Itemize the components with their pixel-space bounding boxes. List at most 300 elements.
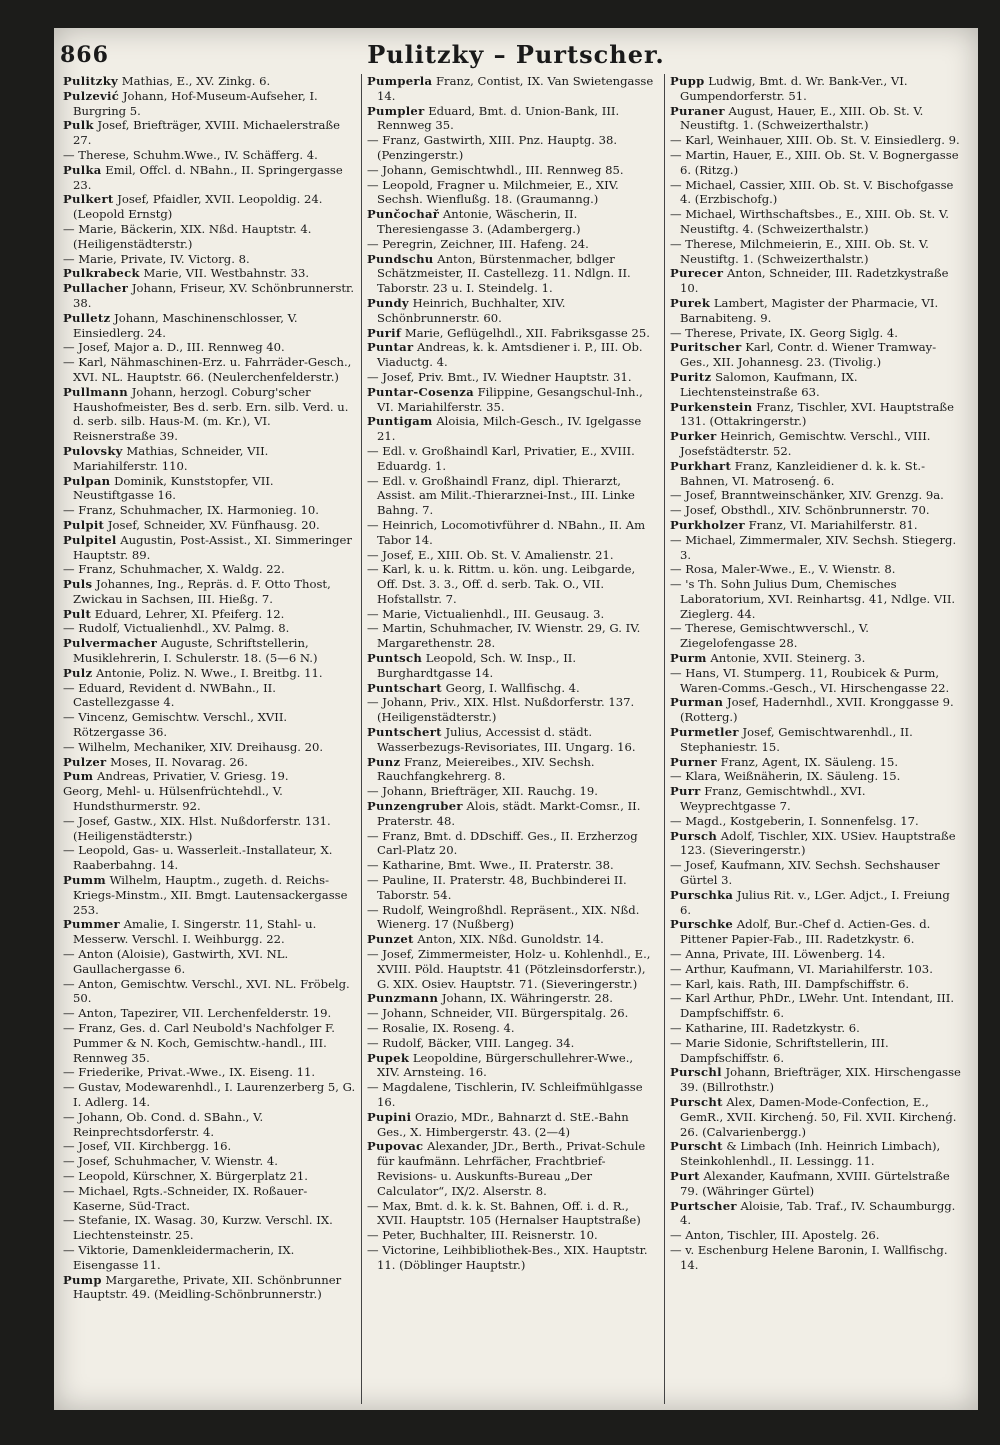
directory-entry — [367, 163, 659, 178]
entry-surname: Punzengruber — [367, 799, 463, 814]
running-head: Pulitzky – Purtscher. — [367, 40, 665, 69]
entry-details: — Josef, Schuhmacher, V. Wienstr. 4. — [63, 1154, 278, 1169]
entry-details: — Leopold, Fragner u. Milchmeier, E., XIV. Sechsh. Wienflußg. 18. (Graumanng.) — [367, 177, 619, 207]
entry-surname: Pullacher — [63, 281, 129, 296]
entry-details: — v. Eschenburg Helene Baronin, I. Wallfischg. 14. — [670, 1242, 948, 1272]
directory-entry — [63, 74, 356, 89]
entry-details: Franz, Contist, IX. Van Swietengasse 14. — [377, 74, 654, 103]
entry-details: — Franz, Schuhmacher, X. Waldg. 22. — [63, 562, 285, 577]
directory-entry — [63, 710, 356, 740]
entry-details: Augustin, Post-Assist., XI. Simmeringer Hauptstr. 89. — [73, 532, 352, 562]
entry-details: Emil, Offcl. d. NBahn., II. Springergasse 23. — [73, 162, 343, 192]
entry-details: — Anton, Tapezirer, VII. Lerchenfelderstr. 19. — [63, 1006, 332, 1021]
entry-details: — Therese, Private, IX. Georg Siglg. 4. — [670, 325, 898, 340]
entry-details: — Klara, Weißnäherin, IX. Säuleng. 15. — [670, 769, 901, 784]
directory-entry — [670, 755, 962, 770]
entry-surname: Pulz — [63, 665, 93, 680]
entry-surname: Punzmann — [367, 991, 439, 1006]
entry-surname: Pursch — [670, 828, 718, 843]
entry-surname: Pulzer — [63, 754, 107, 769]
directory-entry — [367, 104, 659, 134]
entry-surname: Purmetler — [670, 725, 739, 740]
entry-surname: Purschka — [670, 887, 734, 902]
entry-details: Andreas, k. k. Amtsdiener i. P., III. Ob. Viaductg. 4. — [377, 340, 643, 370]
column-3 — [664, 74, 967, 1404]
directory-entry — [367, 1080, 659, 1110]
directory-entry — [63, 474, 356, 504]
directory-entry — [63, 977, 356, 1007]
entry-details: — Karl, k. u. k. Rittm. u. kön. ung. Leibgarde, Off. Dst. 3. 3., Off. d. serb. Tak. O., VII. Hofstallstr. 7. — [367, 562, 636, 606]
entry-details: Josef, Gemischtwarenhdl., II. Stephaniestr. 15. — [680, 725, 913, 754]
entry-details: — Martin, Schuhmacher, IV. Wienstr. 29, G. IV. Margarethenstr. 28. — [367, 621, 641, 651]
entry-surname: Pum — [63, 769, 94, 784]
directory-entry — [670, 814, 962, 829]
directory-entry — [63, 1273, 356, 1303]
directory-entry — [63, 1065, 356, 1080]
directory-entry — [367, 607, 659, 622]
directory-entry — [670, 1228, 962, 1243]
directory-entry — [63, 533, 356, 563]
entry-surname: Pulletz — [63, 310, 111, 325]
directory-entry — [63, 843, 356, 873]
entry-details: Georg, Mehl- u. Hülsenfrüchtehdl., V. Hundsthurmerstr. 92. — [63, 784, 283, 814]
entry-surname: Purtscher — [670, 1198, 737, 1213]
entry-details: Mathias, Schneider, VII. Mariahilferstr. 110. — [73, 443, 269, 473]
directory-entry — [670, 651, 962, 666]
entry-details: — Arthur, Kaufmann, VI. Mariahilferstr. 103. — [670, 961, 933, 976]
directory-entry — [367, 991, 659, 1006]
entry-details: — Josef, Zimmermeister, Holz- u. Kohlenhdl., E., XVIII. Pöld. Hauptstr. 41 (Pötzleinsdorferstr.), G. XIX. Osiev. Hauptstr. 71. (Sieveringerstr.) — [367, 947, 651, 991]
entry-details: — Stefanie, IX. Wasag. 30, Kurzw. Verschl. IX. Liechtensteinstr. 25. — [63, 1213, 333, 1243]
directory-entry — [670, 977, 962, 992]
entry-surname: Puntar-Cosenza — [367, 384, 474, 399]
entry-details: — Hans, VI. Stumperg. 11, Roubicek & Purm, Waren-Comms.-Gesch., VI. Hirschengasse 22. — [670, 665, 950, 695]
entry-details: — Magd., Kostgeberin, I. Sonnenfelsg. 17. — [670, 813, 919, 828]
entry-details: — Edl. v. Großhaindl Karl, Privatier, E., XVIII. Eduardg. 1. — [367, 443, 635, 473]
directory-entry — [670, 340, 962, 370]
directory-entry — [670, 962, 962, 977]
entry-surname: Pulpit — [63, 517, 105, 532]
directory-entry — [63, 311, 356, 341]
directory-entry — [670, 1199, 962, 1229]
directory-entry — [367, 326, 659, 341]
entry-surname: Pulvermacher — [63, 636, 158, 651]
directory-entry — [367, 385, 659, 415]
entry-surname: Pupini — [367, 1109, 412, 1124]
entry-details: — Johann, Briefträger, XII. Rauchg. 19. — [367, 784, 598, 799]
entry-details: Lambert, Magister der Pharmacie, VI. Barnabiteng. 9. — [680, 295, 939, 325]
directory-entry — [63, 1006, 356, 1021]
entry-details: Josef, Pfaidler, XVII. Leopoldig. 24. (Leopold Ernstg) — [73, 192, 323, 222]
directory-entry — [670, 1139, 962, 1169]
directory-entry — [367, 562, 659, 606]
directory-entry — [670, 1095, 962, 1139]
directory-entry — [367, 903, 659, 933]
entry-details: Leopoldine, Bürgerschullehrer-Wwe., XIV. Arnsteing. 16. — [377, 1050, 634, 1080]
entry-details: Antonie, Poliz. N. Wwe., I. Breitbg. 11. — [96, 665, 323, 680]
entry-surname: Purkhart — [670, 458, 732, 473]
directory-entry — [670, 1021, 962, 1036]
directory-entry — [63, 222, 356, 252]
entry-details: — Heinrich, Locomotivführer d. NBahn., II. Am Tabor 14. — [367, 517, 646, 547]
entry-surname: Pupovac — [367, 1139, 424, 1154]
directory-entry — [367, 444, 659, 474]
entry-details: Salomon, Kaufmann, IX. Liechtensteinstraße 63. — [680, 369, 858, 399]
entry-surname: Pummer — [63, 917, 120, 932]
directory-entry — [63, 340, 356, 355]
entry-surname: Purman — [670, 695, 724, 710]
entry-surname: Purif — [367, 325, 402, 340]
entry-details: Franz, Kanzleidiener d. k. k. St.-Bahnen, VI. Matrosenǵ. 6. — [680, 458, 925, 488]
page-number: 866 — [60, 42, 109, 68]
directory-entry — [670, 858, 962, 888]
directory-entry — [63, 621, 356, 636]
entry-details: — Max, Bmt. d. k. k. St. Bahnen, Off. i. d. R., XVII. Hauptstr. 105 (Hernalser Hauptstraße) — [367, 1198, 641, 1228]
entry-surname: Pulovsky — [63, 443, 123, 458]
entry-surname: Purkholzer — [670, 517, 745, 532]
entry-surname: Pumm — [63, 873, 106, 888]
entry-surname: Puntschart — [367, 680, 442, 695]
directory-entry — [670, 296, 962, 326]
entry-details: — Peregrin, Zeichner, III. Hafeng. 24. — [367, 236, 589, 251]
directory-entry — [670, 370, 962, 400]
directory-entry — [670, 947, 962, 962]
directory-entry — [670, 621, 962, 651]
entry-details: — Michael, Cassier, XIII. Ob. St. V. Bischofgasse 4. (Erzbischofg.) — [670, 177, 954, 207]
entry-details: — Rosa, Maler-Wwe., E., V. Wienstr. 8. — [670, 562, 896, 577]
entry-surname: Puntsch — [367, 651, 423, 666]
directory-entry — [63, 118, 356, 148]
entry-surname: Purscht — [670, 1094, 723, 1109]
directory-entry — [63, 740, 356, 755]
entry-surname: Puritz — [670, 369, 712, 384]
directory-entry — [367, 1110, 659, 1140]
entry-surname: Purker — [670, 429, 717, 444]
entry-details: — Rudolf, Victualienhdl., XV. Palmg. 8. — [63, 621, 290, 636]
directory-entry — [670, 266, 962, 296]
entry-details: Marie, VII. Westbahnstr. 33. — [143, 266, 310, 281]
directory-entry — [367, 1051, 659, 1081]
entry-details: — Josef, Obsthdl., XIV. Schönbrunnerstr. 70. — [670, 503, 930, 518]
entry-details: — Marie, Private, IV. Victorg. 8. — [63, 251, 250, 266]
directory-entry — [670, 237, 962, 267]
directory-page — [54, 28, 978, 1410]
directory-entry — [63, 814, 356, 844]
directory-entry — [367, 725, 659, 755]
directory-entry — [670, 991, 962, 1021]
directory-entry — [63, 666, 356, 681]
entry-details: Leopold, Sch. W. Insp., II. Burghardtgasse 14. — [377, 651, 577, 680]
column-1 — [58, 74, 361, 1404]
entry-details: — Leopold, Gas- u. Wasserleit.-Installateur, X. Raaberbahng. 14. — [63, 843, 333, 873]
entry-details: Franz, Meiereibes., XIV. Sechsh. Rauchfangkehrerg. 8. — [377, 754, 595, 784]
entry-details: — Michael, Zimmermaler, XIV. Sechsh. Stiegerg. 3. — [670, 532, 957, 562]
entry-details: — Josef, Kaufmann, XIV. Sechsh. Sechshauser Gürtel 3. — [670, 858, 940, 888]
directory-entry — [367, 947, 659, 991]
directory-entry — [367, 1228, 659, 1243]
directory-entry — [367, 414, 659, 444]
directory-entry — [367, 1243, 659, 1273]
directory-entry — [670, 829, 962, 859]
entry-surname: Pumpler — [367, 103, 425, 118]
entry-details: — 's Th. Sohn Julius Dum, Chemisches Laboratorium, XVI. Reinhartsg. 41, Ndlge. VII. Zieglerg. 44. — [670, 577, 956, 621]
entry-details: Johann, Maschinenschlosser, V. Einsiedlerg. 24. — [73, 310, 298, 340]
entry-details: — Karl, kais. Rath, III. Dampfschiffstr. 6. — [670, 976, 910, 991]
entry-details: Karl, Contr. d. Wiener Tramway-Ges., XII. Johannesg. 23. (Tivolig.) — [680, 340, 937, 370]
entry-details: Andreas, Privatier, V. Griesg. 19. — [97, 769, 289, 784]
entry-surname: Purscht — [670, 1139, 723, 1154]
entry-details: Franz, VI. Mariahilferstr. 81. — [748, 517, 918, 532]
directory-entry — [367, 1021, 659, 1036]
entry-details: — Anton, Tischler, III. Apostelg. 26. — [670, 1228, 880, 1243]
entry-details: — Josef, VII. Kirchbergg. 16. — [63, 1139, 232, 1154]
entry-details: Filippine, Gesangschul-Inh., VI. Mariahilferstr. 35. — [377, 384, 643, 414]
directory-entry — [367, 1006, 659, 1021]
entry-surname: Purecer — [670, 266, 724, 281]
entry-details: — Edl. v. Großhaindl Franz, dipl. Thierarzt, Assist. am Milit.-Thierarznei-Inst., III. Linke Bahng. 7. — [367, 473, 635, 518]
directory-entry — [670, 1065, 962, 1095]
entry-surname: Pulkert — [63, 192, 114, 207]
entry-details: — Peter, Buchhalter, III. Reisnerstr. 10. — [367, 1228, 598, 1243]
directory-entry — [670, 133, 962, 148]
page-header — [54, 38, 978, 72]
columns — [58, 74, 974, 1404]
directory-entry — [63, 1080, 356, 1110]
directory-entry — [367, 237, 659, 252]
column-2 — [361, 74, 664, 1404]
entry-details: — Josef, Priv. Bmt., IV. Wiedner Hauptstr. 31. — [367, 369, 632, 384]
entry-details: Eduard, Lehrer, XI. Pfeiferg. 12. — [94, 606, 285, 621]
directory-entry — [367, 651, 659, 681]
directory-entry — [63, 1184, 356, 1214]
entry-details: — Pauline, II. Praterstr. 48, Buchbinderei II. Taborstr. 54. — [367, 873, 627, 902]
directory-entry — [670, 518, 962, 533]
directory-entry — [670, 400, 962, 430]
entry-details: Alois, städt. Markt-Comsr., II. Praterstr. 48. — [377, 799, 641, 828]
directory-entry — [367, 74, 659, 104]
entry-details: — Anton, Gemischtw. Verschl., XVI. NL. Fröbelg. 50. — [63, 976, 350, 1006]
entry-details: Wilhelm, Hauptm., zugeth. d. Reichs-Kriegs-Minstm., XII. Bmgt. Lautensackergasse 253. — [73, 873, 348, 917]
directory-entry — [63, 1110, 356, 1140]
directory-entry — [63, 1169, 356, 1184]
entry-details: Antonie, XVII. Steinerg. 3. — [710, 651, 866, 666]
entry-details: — Anton (Aloisie), Gastwirth, XVI. NL. Gaullachergasse 6. — [63, 947, 289, 976]
entry-details: — Michael, Wirthschaftsbes., E., XIII. Ob. St. V. Neustiftg. 4. (Schweizerthalstr.) — [670, 207, 949, 236]
directory-entry — [63, 503, 356, 518]
entry-details: — Friederike, Privat.-Wwe., IX. Eiseng. 11. — [63, 1065, 316, 1080]
entry-surname: Pump — [63, 1272, 102, 1287]
entry-details: — Marie, Victualienhdl., III. Geusaug. 3. — [367, 606, 605, 621]
directory-entry — [670, 326, 962, 341]
directory-entry — [63, 1243, 356, 1273]
directory-entry — [367, 1036, 659, 1051]
entry-details: Amalie, I. Singerstr. 11, Stahl- u. Messerw. Verschl. I. Weihburgg. 22. — [73, 917, 317, 947]
entry-surname: Pulitzky — [63, 74, 119, 88]
directory-entry — [63, 577, 356, 607]
entry-details: Josef, Hadernhdl., XVII. Kronggasse 9. (Rotterg.) — [680, 695, 954, 725]
entry-surname: Pulkrabeck — [63, 266, 140, 281]
directory-entry — [63, 1139, 356, 1154]
entry-surname: Pulpitel — [63, 532, 117, 547]
entry-surname: Purschke — [670, 917, 734, 932]
directory-entry — [63, 281, 356, 311]
entry-details: Marie, Geflügelhdl., XII. Fabriksgasse 25. — [404, 325, 650, 340]
directory-entry — [63, 1021, 356, 1065]
entry-surname: Punčochař — [367, 207, 440, 222]
entry-details: Alex, Damen-Mode-Confection, E., GemR., XVII. Kirchenǵ. 50, Fil. XVII. Kirchenǵ. 26. (Calvarienbergg.) — [680, 1094, 957, 1139]
entry-details: — Katharine, III. Radetzkystr. 6. — [670, 1021, 860, 1035]
directory-entry — [63, 755, 356, 770]
entry-details: Anton, XIX. Nßd. Gunoldstr. 14. — [417, 932, 604, 947]
directory-entry — [670, 533, 962, 563]
entry-surname: Pult — [63, 606, 92, 621]
directory-entry — [63, 562, 356, 577]
entry-surname: Pundschu — [367, 251, 434, 266]
entry-details: — Karl Arthur, PhDr., LWehr. Unt. Intendant, III. Dampfschiffstr. 6. — [670, 991, 955, 1021]
entry-surname: Purr — [670, 784, 701, 799]
entry-details: — Josef, E., XIII. Ob. St. V. Amalienstr. 21. — [367, 547, 614, 562]
directory-entry — [63, 89, 356, 119]
entry-details: — Michael, Rgts.-Schneider, IX. Roßauer-Kaserne, Süd-Tract. — [63, 1183, 308, 1213]
entry-details: — Viktorie, Damenkleidermacherin, IX. Eisengasse 11. — [63, 1242, 295, 1272]
entry-surname: Puntar — [367, 340, 414, 355]
entry-details: Heinrich, Gemischtw. Verschl., VIII. Josefstädterstr. 52. — [680, 429, 931, 458]
directory-entry — [63, 947, 356, 977]
directory-entry — [63, 252, 356, 267]
directory-entry — [670, 725, 962, 755]
directory-entry — [367, 1199, 659, 1229]
directory-entry — [63, 636, 356, 666]
entry-details: Johann, IX. Währingerstr. 28. — [441, 991, 613, 1006]
entry-details: Dominik, Kunststopfer, VII. Neustiftgasse 16. — [73, 473, 274, 503]
directory-entry — [670, 695, 962, 725]
entry-details: Franz, Agent, IX. Säuleng. 15. — [720, 754, 899, 769]
entry-details: Ludwig, Bmt. d. Wr. Bank-Ver., VI. Gumpendorferstr. 51. — [680, 74, 908, 103]
directory-entry — [670, 503, 962, 518]
directory-entry — [670, 562, 962, 577]
directory-entry — [670, 488, 962, 503]
entry-details: Orazio, MDr., Bahnarzt d. StE.-Bahn Ges., X. Himbergerstr. 43. (2—4) — [377, 1109, 629, 1139]
entry-details: — Josef, Branntweinschänker, XIV. Grenzg. 9a. — [670, 488, 944, 503]
directory-entry — [367, 799, 659, 829]
directory-entry — [367, 695, 659, 725]
entry-details: Moses, II. Novarag. 26. — [110, 754, 248, 769]
directory-entry — [367, 548, 659, 563]
directory-entry — [367, 873, 659, 903]
entry-surname: Puntschert — [367, 725, 442, 740]
entry-details: Johann, Briefträger, XIX. Hirschengasse 39. (Billrothstr.) — [680, 1065, 961, 1095]
directory-entry — [670, 207, 962, 237]
directory-entry — [670, 1243, 962, 1273]
directory-entry — [670, 1169, 962, 1199]
entry-surname: Puls — [63, 577, 93, 592]
directory-entry — [367, 474, 659, 518]
entry-surname: Purschl — [670, 1065, 722, 1080]
directory-entry — [670, 429, 962, 459]
directory-entry — [63, 607, 356, 622]
entry-surname: Pulka — [63, 162, 102, 177]
entry-surname: Pupek — [367, 1050, 410, 1065]
entry-surname: Punz — [367, 754, 401, 769]
directory-entry — [63, 1154, 356, 1169]
entry-surname: Purner — [670, 754, 717, 769]
entry-details: & Limbach (Inh. Heinrich Limbach), Steinkohlenhdl., II. Lessingg. 11. — [680, 1139, 941, 1169]
entry-surname: Pupp — [670, 74, 705, 88]
entry-details: — Rosalie, IX. Roseng. 4. — [367, 1021, 515, 1035]
entry-details: Anton, Schneider, III. Radetzkystraße 10. — [680, 266, 949, 296]
entry-details: Josef, Schneider, XV. Fünfhausg. 20. — [107, 517, 320, 532]
entry-surname: Purek — [670, 295, 711, 310]
directory-entry — [367, 932, 659, 947]
entry-details: — Franz, Gastwirth, XIII. Pnz. Hauptg. 38. (Penzingerstr.) — [367, 133, 618, 162]
entry-details: Josef, Briefträger, XVIII. Michaelerstraße 27. — [73, 118, 340, 148]
directory-entry — [670, 784, 962, 814]
entry-details: — Karl, Nähmaschinen-Erz. u. Fahrräder-Gesch., XVI. NL. Hauptstr. 66. (Neulerchenfelderstr.) — [63, 355, 352, 384]
directory-entry — [367, 133, 659, 163]
entry-details: Julius, Accessist d. städt. Wasserbezugs-Revisoriates, III. Ungarg. 16. — [377, 725, 636, 754]
directory-entry — [63, 769, 356, 784]
entry-surname: Punzet — [367, 932, 414, 947]
entry-details: — Anna, Private, III. Löwenberg. 14. — [670, 947, 886, 962]
entry-details: Margarethe, Private, XII. Schönbrunner Hauptstr. 49. (Meidling-Schönbrunnerstr.) — [73, 1272, 342, 1302]
entry-surname: Puraner — [670, 103, 725, 118]
entry-details: — Franz, Ges. d. Carl Neubold's Nachfolger F. Pummer & N. Koch, Gemischtw.-handl., III. Rennweg 35. — [63, 1021, 335, 1065]
entry-details: Aloisia, Milch-Gesch., IV. Igelgasse 21. — [377, 414, 642, 444]
entry-details: Auguste, Schriftstellerin, Musiklehrerin, I. Schulerstr. 18. (5—6 N.) — [73, 636, 318, 666]
entry-surname: Puntigam — [367, 414, 433, 429]
entry-details: Johann, Hof-Museum-Aufseher, I. Burgring 5. — [73, 88, 318, 118]
entry-surname: Pundy — [367, 295, 409, 310]
entry-surname: Pulk — [63, 118, 94, 133]
entry-details: — Johann, Gemischtwhdl., III. Rennweg 85. — [367, 162, 624, 177]
entry-details: Antonie, Wäscherin, II. Theresiengasse 3. (Adambergerg.) — [377, 207, 581, 236]
entry-details: Adolf, Tischler, XIX. USiev. Hauptstraße 123. (Sieveringerstr.) — [680, 828, 956, 858]
directory-entry — [670, 888, 962, 918]
directory-entry — [367, 518, 659, 548]
entry-details: — Marie Sidonie, Schriftstellerin, III. Dampfschiffstr. 6. — [670, 1035, 889, 1065]
directory-entry — [670, 74, 962, 104]
entry-details: August, Hauer, E., XIII. Ob. St. V. Neustiftg. 1. (Schweizerthalstr.) — [680, 103, 924, 133]
entry-surname: Purt — [670, 1168, 700, 1183]
entry-details: Anton, Bürstenmacher, bdlger Schätzmeister, II. Castellezg. 11. Ndlgn. II. Taborstr. 23 u. I. Steindelg. 1. — [377, 251, 631, 296]
entry-details: Julius Rit. v., LGer. Adjct., I. Freiung 6. — [680, 887, 950, 917]
entry-details: Mathias, E., XV. Zinkg. 6. — [121, 74, 271, 88]
entry-details: — Johann, Schneider, VII. Bürgerspitalg. 26. — [367, 1006, 629, 1021]
entry-details: — Martin, Hauer, E., XIII. Ob. St. V. Bognergasse 6. (Ritzg.) — [670, 147, 959, 177]
directory-entry — [670, 769, 962, 784]
entry-details: Eduard, Bmt. d. Union-Bank, III. Rennweg 35. — [377, 103, 620, 133]
entry-details: — Rudolf, Bäcker, VIII. Langeg. 34. — [367, 1035, 575, 1050]
entry-details: — Therese, Gemischtwverschl., V. Ziegelofengasse 28. — [670, 621, 869, 651]
entry-details: — Leopold, Kürschner, X. Bürgerplatz 21. — [63, 1168, 308, 1183]
directory-entry — [63, 266, 356, 281]
directory-entry — [367, 370, 659, 385]
directory-entry — [670, 577, 962, 621]
entry-surname: Pullmann — [63, 384, 128, 399]
directory-entry — [63, 385, 356, 444]
directory-entry — [63, 873, 356, 917]
entry-details: Franz, Tischler, XVI. Hauptstraße 131. (Ottakringerstr.) — [680, 399, 955, 429]
entry-details: — Karl, Weinhauer, XIII. Ob. St. V. Einsiedlerg. 9. — [670, 133, 960, 148]
directory-entry — [367, 829, 659, 859]
entry-details: Georg, I. Wallfischg. 4. — [445, 680, 580, 695]
entry-surname: Purkenstein — [670, 399, 753, 414]
entry-details: — Wilhelm, Mechaniker, XIV. Dreihausg. 20. — [63, 739, 324, 754]
entry-details: — Rudolf, Weingroßhdl. Repräsent., XIX. Nßd. Wienerg. 17 (Nußberg) — [367, 902, 640, 932]
directory-entry — [367, 252, 659, 296]
directory-entry — [367, 340, 659, 370]
directory-entry — [670, 148, 962, 178]
